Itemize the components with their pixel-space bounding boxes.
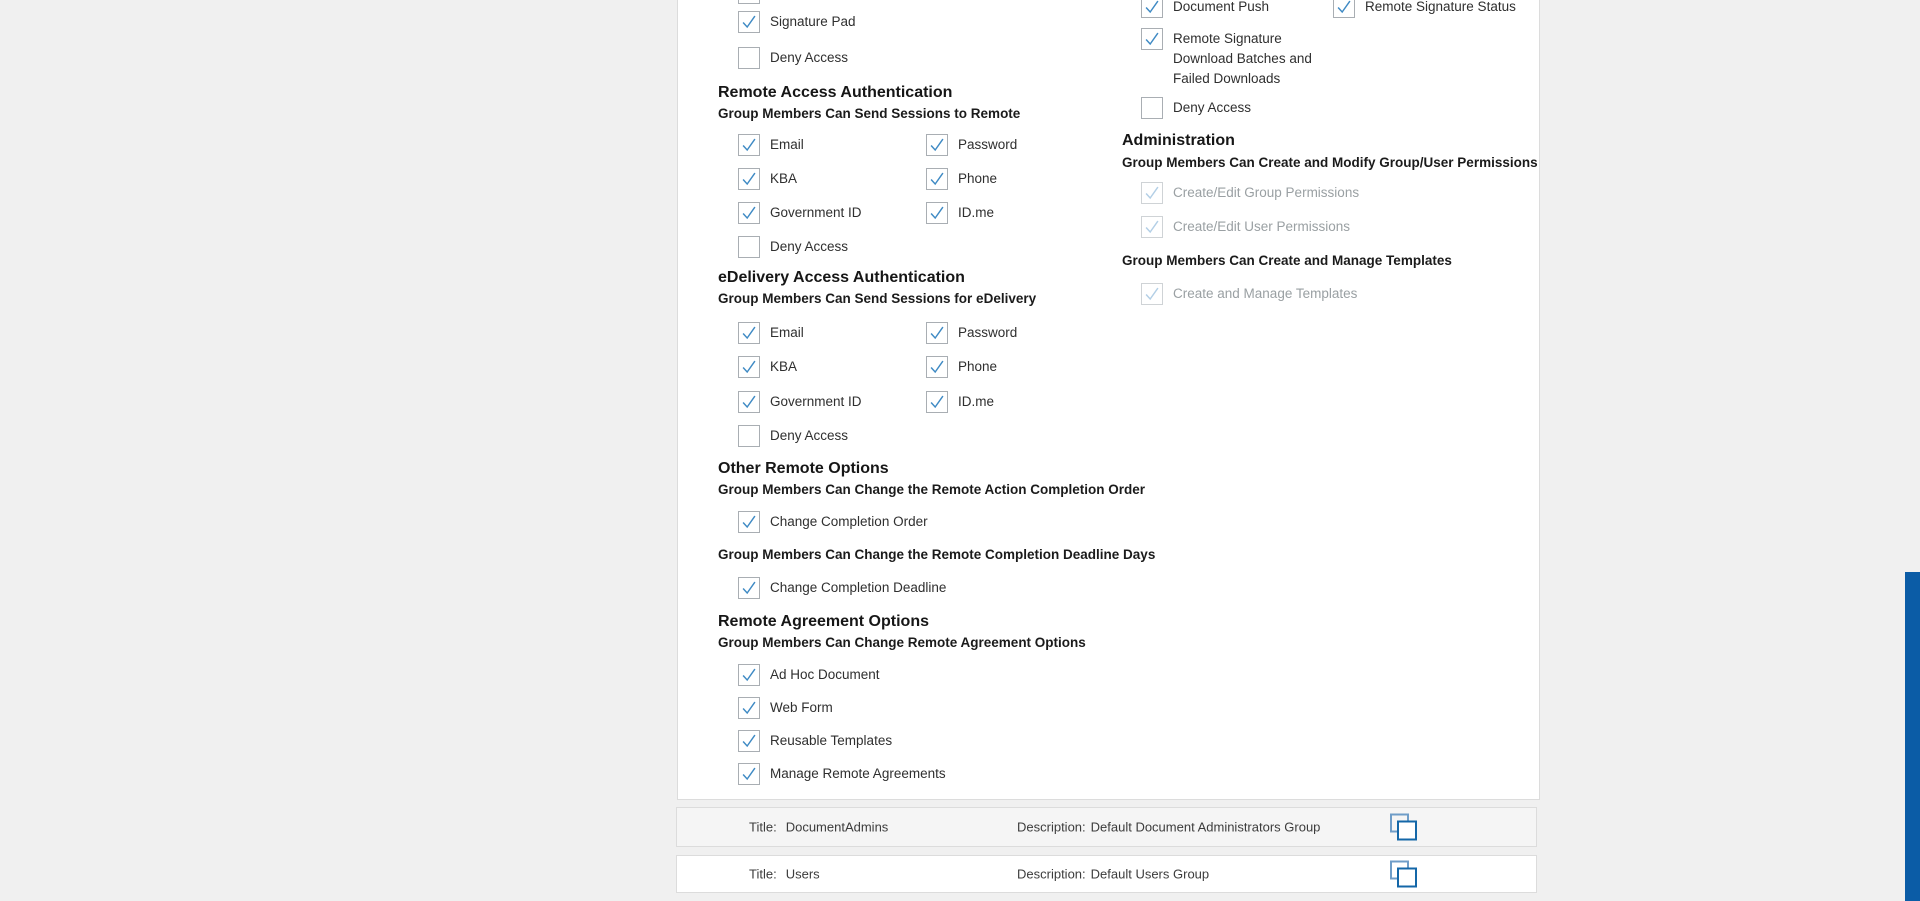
checkbox-row-government-id [738,391,862,413]
checkbox-row-kba [738,356,797,378]
copy-icon-front-square [1397,868,1417,888]
section-title-administration: Administration [1122,132,1235,149]
checkbox-row-manage-remote-agreements [738,763,946,785]
checkbox-label: Change Completion Deadline [770,580,947,595]
check-icon [1142,284,1162,304]
checkbox[interactable] [738,697,760,719]
checkbox-row-email [738,134,804,156]
checkbox-label: Web Form [770,700,833,715]
check-icon [1334,0,1354,17]
checkbox-label: Government ID [770,394,862,409]
subsection-title: Group Members Can Change the Remote Completion Deadline Days [718,547,1156,562]
subsection-title: Group Members Can Change the Remote Action Completion Order [718,482,1146,497]
checkbox[interactable] [1141,28,1163,50]
right-edge-scrollbar[interactable] [1905,572,1920,901]
checkbox-row-ad-hoc-document [738,664,880,686]
checkbox-label: Create/Edit Group Permissions [1173,185,1360,200]
subsection-title: Group Members Can Send Sessions for eDelivery [718,291,1037,306]
checkbox-label: Create and Manage Templates [1173,286,1358,301]
checkbox-label: KBA [770,359,798,374]
check-icon [739,169,759,189]
label-line: Remote Signature [1173,31,1282,46]
check-icon [739,392,759,412]
checkbox[interactable] [738,425,760,447]
checkbox-label: Manage Remote Agreements [770,766,946,781]
check-icon [927,169,947,189]
check-icon [739,323,759,343]
section-title-remote-access-authentication: Remote Access Authentication [718,84,953,101]
check-icon [927,203,947,223]
copy-icon[interactable] [1390,814,1417,841]
checkbox-label: Create/Edit User Permissions [1173,219,1351,234]
checkbox-row-remote-signature-status [1333,0,1516,18]
checkbox-label: KBA [770,171,798,186]
subsection-title: Group Members Can Create and Manage Templates [1122,253,1452,268]
checkbox[interactable] [738,236,760,258]
checkbox[interactable] [738,577,760,599]
checkbox-label: Phone [958,171,998,186]
checkbox[interactable] [738,730,760,752]
checkbox-label: Remote Signature Status [1365,0,1516,14]
check-icon [927,392,947,412]
title-label: Title: [749,866,777,882]
check-icon [739,578,759,598]
label-line: Download Batches and [1173,51,1312,66]
checkbox-row-phone [926,168,997,190]
check-icon [927,135,947,155]
subsection-title: Group Members Can Create and Modify Group/User Permissions [1122,155,1538,170]
check-icon [739,12,759,32]
checkbox-row-signature-pad [738,11,856,33]
checkbox-row-document-push [1141,0,1269,18]
checkbox-label: ID.me [958,394,995,409]
check-icon [739,665,759,685]
group-description [1017,867,1209,882]
copy-icon-front-square [1397,821,1417,841]
check-icon [739,357,759,377]
copy-icon[interactable] [1390,861,1417,888]
check-icon [739,764,759,784]
label-line: Failed Downloads [1173,71,1281,86]
checkbox[interactable] [1333,0,1355,18]
permissions-right-column [1122,0,1540,800]
checkbox[interactable] [1141,182,1163,204]
checkbox-row-idme [926,391,994,413]
section-title-edelivery-access-authentication: eDelivery Access Authentication [718,269,965,286]
checkbox-row-partial [738,0,760,4]
checkbox-row-password [926,322,1017,344]
checkbox-label: Reusable Templates [770,733,893,748]
group-row-users[interactable] [676,855,1537,893]
checkbox-label: Deny Access [1173,100,1252,115]
checkbox[interactable] [738,664,760,686]
checkbox-label: Ad Hoc Document [770,667,880,682]
checkbox-row-create-edit-group-permissions [1141,182,1359,204]
check-icon [739,731,759,751]
check-icon [1142,217,1162,237]
description-label: Description: [1017,866,1086,882]
check-icon [739,203,759,223]
subsection-title: Group Members Can Change Remote Agreement Options [718,635,1086,650]
checkbox-label: Password [958,325,1018,340]
permissions-left-column [718,0,1156,800]
checkbox-label: Deny Access [770,428,849,443]
checkbox[interactable] [1141,216,1163,238]
check-icon [927,323,947,343]
checkbox-row-deny-access [738,425,848,447]
checkbox[interactable] [738,47,760,69]
checkbox[interactable] [738,511,760,533]
checkbox-label: Signature Pad [770,14,856,29]
title-label: Title: [749,819,777,835]
group-permissions-panel [677,0,1540,800]
section-title-other-remote-options: Other Remote Options [718,460,889,477]
checkbox[interactable] [1141,0,1163,18]
section-title-remote-agreement-options: Remote Agreement Options [718,613,929,630]
checkbox[interactable] [738,391,760,413]
checkbox-row-create-and-manage-templates [1141,283,1357,305]
checkbox-label: Document Push [1173,0,1270,14]
checkbox-row-web-form [738,697,833,719]
checkbox[interactable] [926,134,948,156]
checkbox[interactable] [738,763,760,785]
checkbox[interactable] [738,202,760,224]
checkbox-label: Deny Access [770,239,849,254]
checkbox-label: Change Completion Order [770,514,928,529]
description-value: Default Users Group [1090,866,1210,882]
checkbox-row-government-id [738,202,862,224]
check-icon [739,512,759,532]
checkbox-label: Phone [958,359,998,374]
checkbox[interactable] [926,391,948,413]
checkbox-label [1173,29,1312,89]
check-icon [1142,0,1162,17]
checkbox-row-change-completion-order [738,511,928,533]
check-icon [1142,29,1162,49]
checkbox[interactable] [926,202,948,224]
checkbox-row-deny-access [738,47,848,69]
checkbox[interactable] [738,0,760,4]
checkbox-row-remote-signature-download-batches [1141,28,1312,89]
checkbox[interactable] [926,322,948,344]
checkbox-row-change-completion-deadline [738,577,946,599]
check-icon [1142,183,1162,203]
title-value: DocumentAdmins [785,819,889,835]
group-row-documentadmins[interactable] [676,807,1537,847]
checkbox[interactable] [738,356,760,378]
checkbox[interactable] [738,11,760,33]
checkbox[interactable] [926,168,948,190]
checkbox-row-deny-access [738,236,848,258]
checkbox-label: Email [770,325,804,340]
checkbox-label: Government ID [770,205,862,220]
checkbox-row-idme [926,202,994,224]
group-description [1017,820,1320,835]
checkbox-row-deny-access [1141,97,1251,119]
checkbox-row-reusable-templates [738,730,892,752]
checkbox-row-email [738,322,804,344]
check-icon [739,698,759,718]
checkbox-label: Deny Access [770,50,849,65]
checkbox-row-phone [926,356,997,378]
checkbox-label: ID.me [958,205,995,220]
checkbox-row-create-edit-user-permissions [1141,216,1350,238]
subsection-title: Group Members Can Send Sessions to Remote [718,106,1021,121]
checkbox[interactable] [1141,97,1163,119]
checkbox[interactable] [738,168,760,190]
checkbox[interactable] [1141,283,1163,305]
check-icon [739,135,759,155]
description-value: Default Document Administrators Group [1090,819,1321,835]
check-icon [927,357,947,377]
description-label: Description: [1017,819,1086,835]
group-title [749,867,820,882]
title-value: Users [785,866,820,882]
checkbox[interactable] [926,356,948,378]
checkbox-label: Email [770,137,804,152]
checkbox-row-password [926,134,1017,156]
group-title [749,820,888,835]
checkbox-label: Password [958,137,1018,152]
checkbox[interactable] [738,134,760,156]
checkbox-row-kba [738,168,797,190]
checkbox[interactable] [738,322,760,344]
